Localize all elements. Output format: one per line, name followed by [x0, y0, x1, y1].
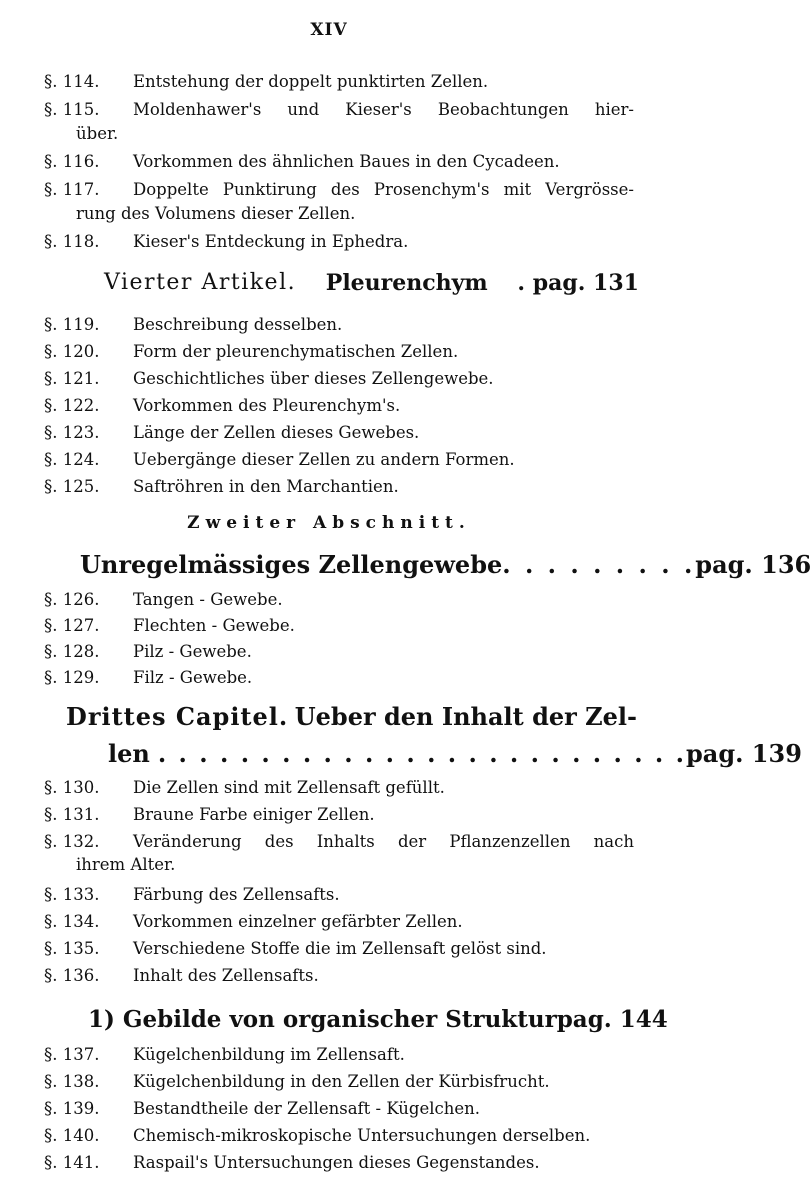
section-number: §. 118.	[44, 232, 100, 251]
section-number: §. 132.	[44, 832, 100, 851]
section-number: §. 140.	[44, 1126, 100, 1145]
section-number: §. 131.	[44, 805, 100, 824]
subsection-title: 1) Gebilde von organischer Struktur	[88, 1006, 557, 1033]
section-number: §. 117.	[44, 180, 100, 199]
entry-text: Bestandtheile der Zellensaft - Kügelchen.	[133, 1099, 481, 1118]
entry-text: Saftröhren in den Marchantien.	[133, 477, 399, 496]
entry-text: Vorkommen des Pleurenchym's.	[133, 396, 401, 415]
entry-text: Tangen - Gewebe.	[133, 590, 283, 609]
subsection-page-ref: pag. 144	[556, 1006, 668, 1033]
entry-text: Färbung des Zellensafts.	[133, 885, 340, 904]
article-label: Vierter Artikel.	[104, 270, 297, 295]
entry-text: Doppelte Punktirung des Prosenchym's mit Vergrösse-	[133, 180, 634, 199]
entry-text: Form der pleurenchymatischen Zellen.	[133, 342, 459, 361]
subsection-heading	[88, 1006, 668, 1033]
chapter-title: Ueber den Inhalt der Zel-	[294, 702, 637, 731]
entry-text: Veränderung des Inhalts der Pflanzenzellen nach	[133, 832, 634, 851]
section-number: §. 114.	[44, 72, 100, 91]
entry-text: Beschreibung desselben.	[133, 315, 343, 334]
entry-text: Kieser's Entdeckung in Ephedra.	[133, 232, 409, 251]
page-number: XIV	[310, 20, 348, 40]
entry-text: Raspail's Untersuchungen dieses Gegenstandes.	[133, 1153, 540, 1172]
section-number: §. 137.	[44, 1045, 100, 1064]
leader-dots: . . . . . . . . .	[502, 550, 696, 579]
section-number: §. 133.	[44, 885, 100, 904]
section-number: §. 139.	[44, 1099, 100, 1118]
entry-continuation: über.	[76, 124, 119, 143]
entry-text: Entstehung der doppelt punktirten Zellen.	[133, 72, 489, 91]
chapter-heading	[80, 550, 811, 579]
section-number: §. 136.	[44, 966, 100, 985]
section-number: §. 135.	[44, 939, 100, 958]
entry-text: Kügelchenbildung im Zellensaft.	[133, 1045, 405, 1064]
entry-text: Moldenhawer's und Kieser's Beobachtungen hier-	[133, 100, 634, 119]
heading-title: Unregelmässiges Zellengewebe	[80, 550, 503, 579]
section-number: §. 141.	[44, 1153, 100, 1172]
entry-text: Inhalt des Zellensafts.	[133, 966, 319, 985]
entry-text: Vorkommen des ähnlichen Baues in den Cycadeen.	[133, 152, 560, 171]
section-number: §. 128.	[44, 642, 100, 661]
entry-text: Pilz - Gewebe.	[133, 642, 252, 661]
entry-text: Flechten - Gewebe.	[133, 616, 295, 635]
section-number: §. 119.	[44, 315, 100, 334]
entry-text: Die Zellen sind mit Zellensaft gefüllt.	[133, 778, 445, 797]
section-number: §. 134.	[44, 912, 100, 931]
entry-text: Geschichtliches über dieses Zellengewebe.	[133, 369, 494, 388]
heading-page-ref: pag. 136	[695, 550, 811, 579]
section-number: §. 130.	[44, 778, 100, 797]
entry-text: Filz - Gewebe.	[133, 668, 253, 687]
entry-text: Länge der Zellen dieses Gewebes.	[133, 423, 420, 442]
section-number: §. 125.	[44, 477, 100, 496]
section-heading: Zweiter Abschnitt.	[187, 513, 471, 533]
entry-text: Uebergänge dieser Zellen zu andern Formen.	[133, 450, 515, 469]
section-number: §. 124.	[44, 450, 100, 469]
entry-continuation: rung des Volumens dieser Zellen.	[76, 204, 356, 223]
chapter-label: Drittes Capitel.	[66, 702, 289, 731]
chapter-heading	[66, 702, 637, 731]
entry-text: Braune Farbe einiger Zellen.	[133, 805, 375, 824]
entry-text: Kügelchenbildung in den Zellen der Kürbisfrucht.	[133, 1072, 550, 1091]
chapter-title-end: len	[108, 739, 150, 768]
section-number: §. 121.	[44, 369, 100, 388]
section-number: §. 120.	[44, 342, 100, 361]
entry-continuation: ihrem Alter.	[76, 855, 176, 874]
entry-text: Vorkommen einzelner gefärbter Zellen.	[133, 912, 463, 931]
section-number: §. 122.	[44, 396, 100, 415]
article-page-ref: . pag. 131	[517, 270, 639, 296]
article-heading	[104, 270, 639, 296]
section-number: §. 126.	[44, 590, 100, 609]
article-title: Pleurenchym	[325, 270, 488, 296]
entry-text: Verschiedene Stoffe die im Zellensaft gelöst sind.	[133, 939, 547, 958]
chapter-heading-continuation	[108, 739, 802, 768]
section-number: §. 129.	[44, 668, 100, 687]
section-number: §. 115.	[44, 100, 100, 119]
leader-dots: . . . . . . . . . . . . . . . . . . . . . . . . . .	[157, 739, 686, 768]
entry-text: Chemisch-mikroskopische Untersuchungen derselben.	[133, 1126, 591, 1145]
section-number: §. 138.	[44, 1072, 100, 1091]
section-number: §. 116.	[44, 152, 100, 171]
section-number: §. 127.	[44, 616, 100, 635]
chapter-page-ref: pag. 139	[685, 739, 802, 768]
section-number: §. 123.	[44, 423, 100, 442]
